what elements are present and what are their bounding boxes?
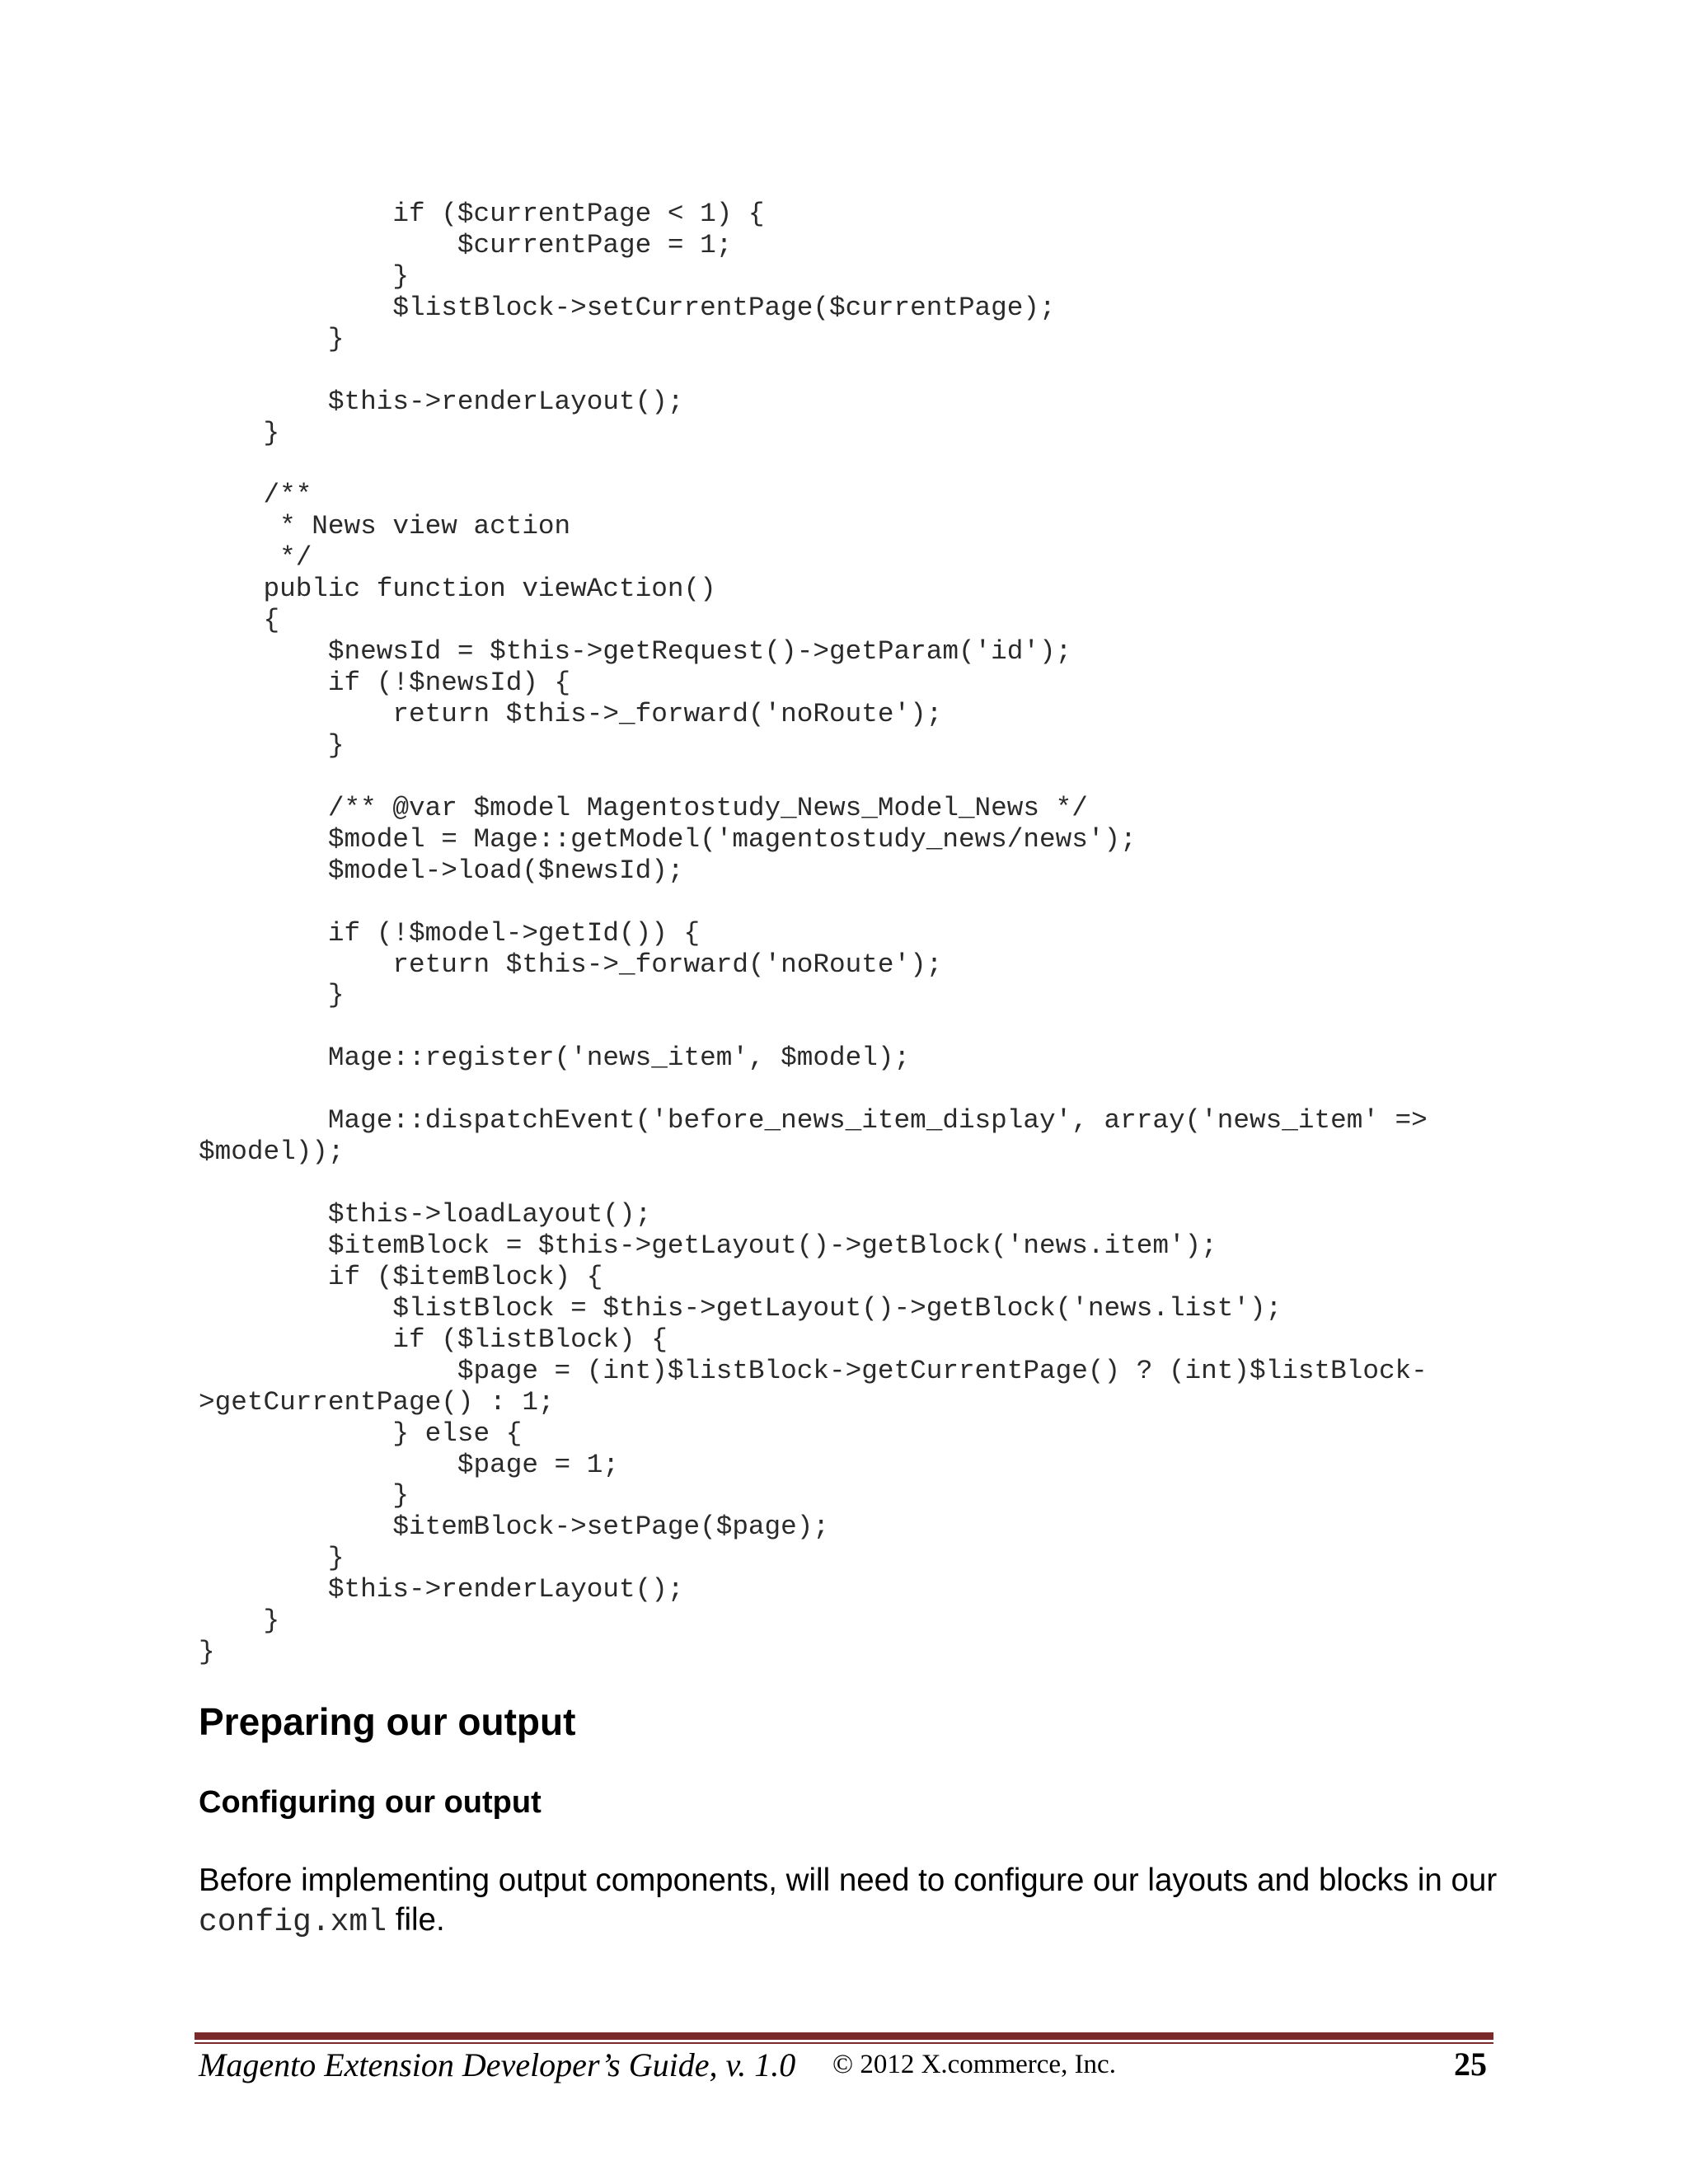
code-line: [199, 355, 1428, 387]
footer-title: Magento Extension Developer’s Guide, v. 1.0: [199, 2046, 796, 2083]
page-number: 25: [1454, 2046, 1487, 2083]
code-line: $model));: [199, 1137, 345, 1168]
code-line: * News view action: [199, 511, 571, 542]
code-line: if ($itemBlock) {: [199, 1261, 603, 1292]
code-line: [199, 1074, 1428, 1105]
code-line: if ($currentPage < 1) {: [199, 199, 765, 229]
code-line: Mage::register('news_item', $model);: [199, 1043, 911, 1074]
footer-rule-thin: [195, 2042, 1493, 2044]
code-line: $itemBlock = $this->getLayout()->getBlock('news.item');: [199, 1230, 1217, 1261]
code-line: public function viewAction(): [199, 574, 716, 605]
code-line: }: [199, 1637, 215, 1668]
paragraph-inline-code: config.xml: [199, 1905, 387, 1940]
code-line: $this->renderLayout();: [199, 386, 684, 417]
code-line: [199, 887, 1428, 918]
section-heading: Preparing our output: [199, 1700, 576, 1743]
code-line: }: [199, 417, 280, 448]
code-line: $currentPage = 1;: [199, 229, 733, 260]
code-line: $itemBlock->setPage($page);: [199, 1511, 830, 1543]
code-line: [199, 1011, 1428, 1043]
code-line: $listBlock = $this->getLayout()->getBlock('news.list');: [199, 1292, 1282, 1324]
code-line: /** @var $model Magentostudy_News_Model_News */: [199, 792, 1088, 823]
code-line: if ($listBlock) {: [199, 1324, 668, 1355]
code-line: if (!$newsId) {: [199, 668, 571, 699]
code-line: [199, 762, 1428, 793]
code-line: [199, 449, 1428, 480]
code-line: }: [199, 1543, 345, 1574]
subsection-heading: Configuring our output: [199, 1785, 542, 1820]
code-line: >getCurrentPage() : 1;: [199, 1386, 555, 1418]
code-line: $newsId = $this->getRequest()->getParam('id');: [199, 636, 1072, 668]
code-line: return $this->_forward('noRoute');: [199, 949, 943, 980]
paragraph-text-after: file.: [387, 1902, 445, 1938]
code-line: $listBlock->setCurrentPage($currentPage);: [199, 292, 1056, 323]
code-line: $this->renderLayout();: [199, 1574, 684, 1605]
code-line: }: [199, 323, 345, 354]
code-line: } else {: [199, 1418, 523, 1449]
code-line: */: [199, 542, 312, 574]
code-line: return $this->_forward('noRoute');: [199, 699, 943, 729]
code-line: $this->loadLayout();: [199, 1199, 652, 1230]
code-line: }: [199, 1605, 280, 1637]
code-line: $model->load($newsId);: [199, 855, 684, 886]
code-line: /**: [199, 480, 312, 511]
code-line: Mage::dispatchEvent('before_news_item_display', array('news_item' =>: [199, 1105, 1428, 1137]
code-line: }: [199, 1480, 410, 1511]
code-line: [199, 1168, 1428, 1199]
body-paragraph: [199, 1861, 1501, 1943]
code-line: {: [199, 605, 280, 636]
code-line: $page = (int)$listBlock->getCurrentPage() ? (int)$listBlock-: [199, 1355, 1428, 1386]
footer-rule: [195, 2032, 1493, 2040]
code-line: $model = Mage::getModel('magentostudy_news/news');: [199, 823, 1137, 855]
code-line: }: [199, 260, 410, 292]
code-line: $page = 1;: [199, 1449, 620, 1480]
code-block: [199, 199, 1428, 1668]
code-line: if (!$model->getId()) {: [199, 917, 701, 949]
paragraph-text-before: Before implementing output components, will need to configure our layouts and blocks in our: [199, 1863, 1498, 1898]
footer-copyright: © 2012 X.commerce, Inc.: [832, 2050, 1116, 2079]
code-line: }: [199, 980, 345, 1011]
code-line: }: [199, 729, 345, 761]
